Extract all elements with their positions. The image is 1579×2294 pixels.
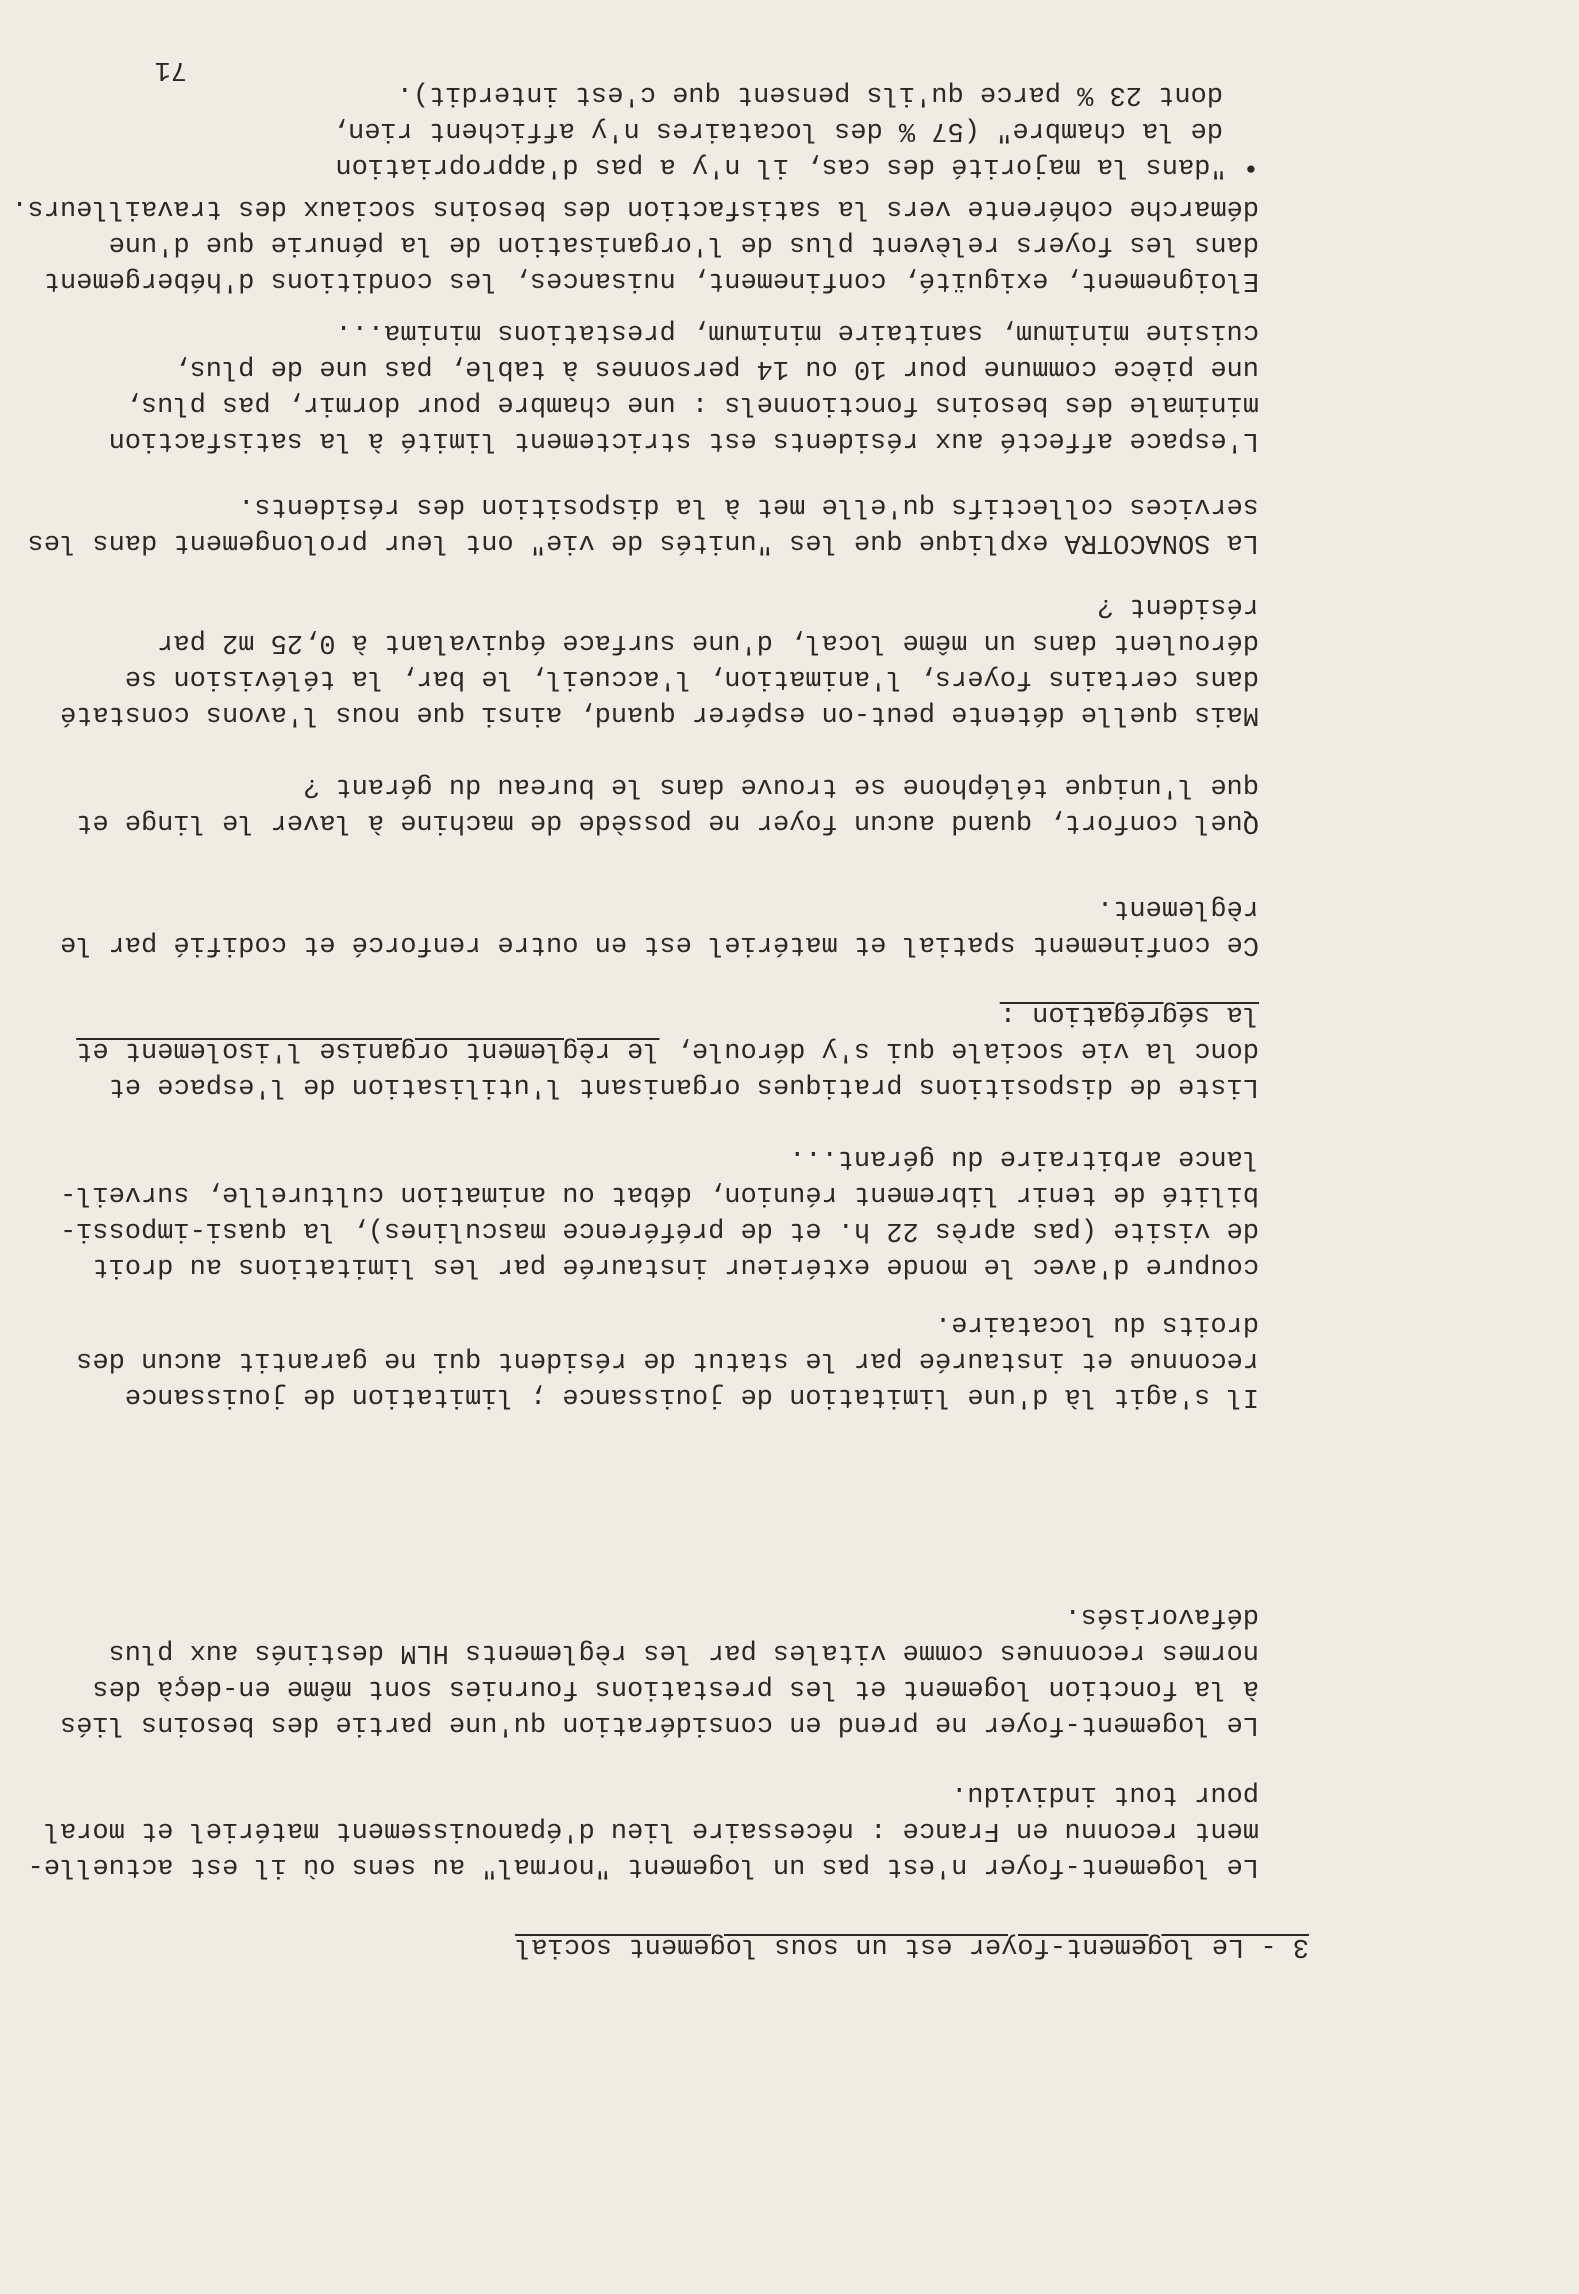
- text-line: • "dans la majorité des cas, il n'y a pas d'appropriation: [335, 151, 1259, 181]
- text-line: démarche cohérente vers la satisfaction des besoins sociaux des travailleurs.: [11, 193, 1259, 223]
- paragraph-espace: [108, 314, 1309, 458]
- text-line: de la chambre" (57 % des locataires n'y affichent rien,: [331, 115, 1223, 145]
- paragraph-fonction: [60, 1598, 1309, 1742]
- paragraph-coupure: [60, 1140, 1309, 1284]
- text-line: Le logement-foyer n'est pas un logement "normal" au sens où il est actuelle-: [27, 1851, 1259, 1881]
- text-line: services collectifs qu'elle met à la disposition des résidents.: [238, 491, 1259, 521]
- text-segment: donc la vie sociale qui s'y déroule,: [659, 1035, 1259, 1065]
- text-line: Ce confinement spatial et matériel est en outre renforcé et codifié par le: [60, 929, 1259, 959]
- text-line: bilité de tenir librement réunion, débat ou animation culturelle, surveil-: [60, 1179, 1259, 1209]
- text-line: Il s'agit là d'une limitation de jouissance ; limitation de jouissance: [124, 1381, 1259, 1411]
- text-line: minimale des besoins fonctionnels : une chambre pour dormir, pas plus,: [124, 389, 1259, 419]
- text-line: lance arbitraire du gérant...: [789, 1143, 1259, 1173]
- text-line: à la fonction logement et les prestations fournies sont même en-deçà des: [92, 1673, 1259, 1703]
- text-line: coupure d'avec le monde extérieur instaurée par les limitations au droit: [92, 1251, 1259, 1281]
- heading-text: 3 - Le logement-foyer est un sous logement social: [515, 1931, 1309, 1961]
- text-line: que l'unique téléphone se trouve dans le bureau du gérant ?: [303, 771, 1259, 801]
- text-line: règlement.: [1096, 893, 1259, 923]
- text-line: L'espace affecté aux résidents est strictement limité à la satisfaction: [108, 425, 1259, 455]
- text-line: Quel confort, quand aucun foyer ne possède de machine à laver le linge et: [76, 807, 1259, 837]
- text-line: la ségrégation :: [999, 999, 1259, 1029]
- text-line: dans les foyers relèvent plus de l'organisation de la pénurie que d'une: [108, 229, 1259, 259]
- text-line: déroulent dans un même local, d'une surface équivalant à 0,25 m2 par: [157, 627, 1259, 657]
- section-3-heading: [189, 1928, 1309, 1964]
- text-line: une pièce commune pour 10 ou 14 personnes à table, pas une de plus,: [173, 353, 1259, 383]
- text-line: normes reconnues comme vitales par les règlements HLM destinés aux plus: [108, 1637, 1259, 1667]
- text-line: défavorisés.: [1064, 1601, 1259, 1631]
- page-number: 71: [154, 54, 187, 84]
- paragraph-liste: [76, 996, 1309, 1104]
- text-line: ment reconnu en France : nécessaire lieu d'épanouissement matériel et moral: [43, 1815, 1259, 1845]
- text-line: Eloignement, exiguïté, confinement, nuisances, les conditions d'hébergement: [43, 265, 1259, 295]
- paragraph-sonacotra: [27, 488, 1309, 560]
- text-line: cuisine minimum, sanitaire minimum, prestations minima...: [335, 317, 1259, 347]
- paragraph-confinement: [60, 890, 1309, 962]
- paragraph-detente: [60, 588, 1309, 732]
- text-line: Le logement-foyer ne prend en considération qu'une partie des besoins liés: [60, 1709, 1259, 1739]
- text-line: Mais quelle détente peut-on espérer quand, ainsi que nous l'avons constaté: [60, 699, 1259, 729]
- text-line: droits du locataire.: [934, 1309, 1259, 1339]
- paragraph-quote: [189, 76, 1309, 184]
- text-line: résident ?: [1096, 591, 1259, 621]
- text-line: reconnue et instaurée par le statut de résident qui ne garantit aucun des: [76, 1345, 1259, 1375]
- text-line: La SONACOTRA explique que les "unités de vie" ont leur prolongement dans les: [27, 527, 1259, 557]
- paragraph-normal: [27, 1776, 1309, 1884]
- paragraph-eloignement: [11, 190, 1309, 298]
- paragraph-confort: [76, 768, 1309, 840]
- text-line: de visite (pas après 22 h. et de préférence masculines), la quasi-impossi-: [60, 1215, 1259, 1245]
- text-line: dans certains foyers, l'animation, l'accueil, le bar, la télévision se: [124, 663, 1259, 693]
- text-line: pour tout individu.: [951, 1779, 1259, 1809]
- text-line: [76, 1032, 1309, 1068]
- text-line: dont 23 % parce qu'ils pensent que c'est interdit).: [396, 79, 1223, 109]
- paragraph-jouissance: [76, 1306, 1309, 1414]
- text-line: Liste de dispositions pratiques organisant l'utilisation de l'espace et: [108, 1071, 1259, 1101]
- underlined-segment: le règlement organise l'isolement et: [76, 1035, 660, 1065]
